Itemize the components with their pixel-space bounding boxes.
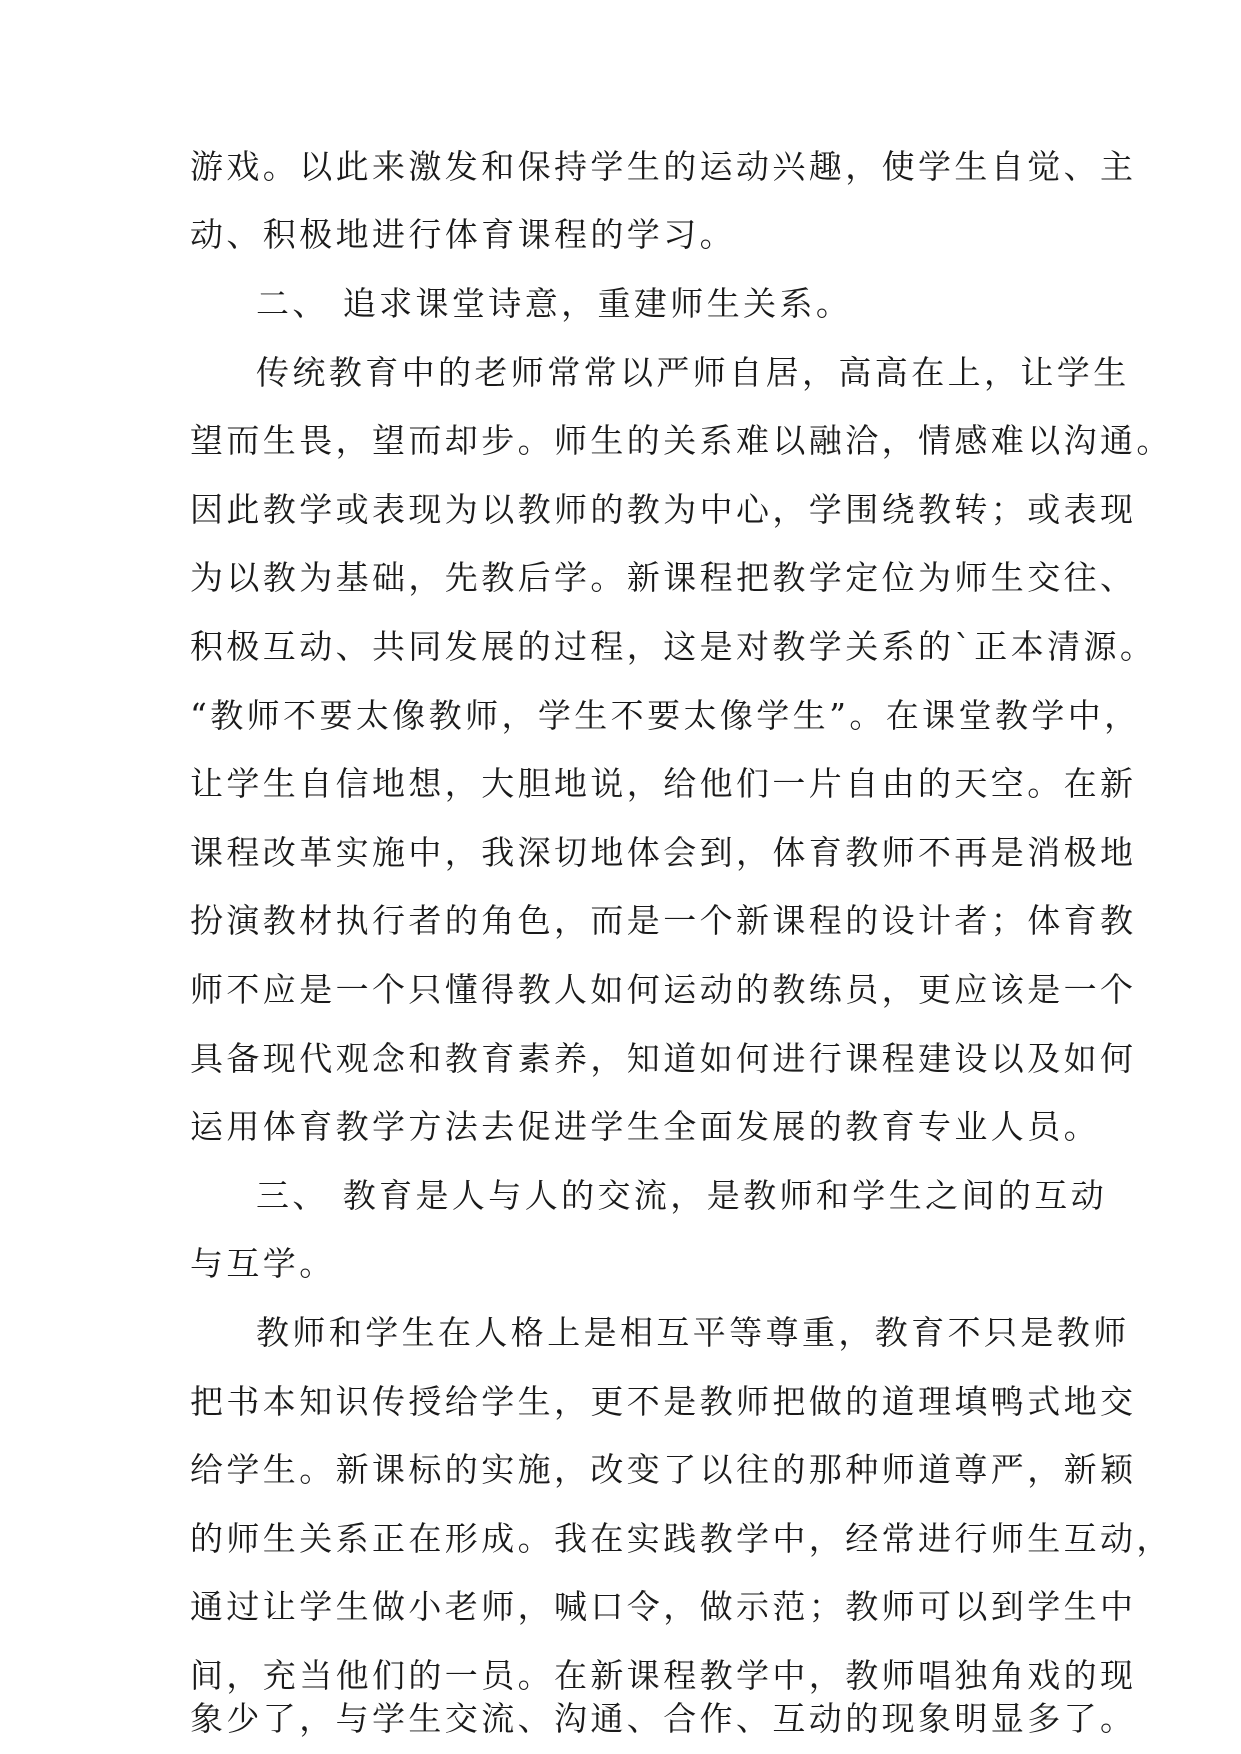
text-line: 动、积极地进行体育课程的学习。 (190, 215, 736, 254)
text-line: 给学生。新课标的实施，改变了以往的那种师道尊严，新颖 (190, 1450, 1137, 1489)
text-line: “教师不要太像教师，学生不要太像学生”。在课堂教学中， (190, 696, 1141, 735)
text-line: 望而生畏，望而却步。师生的关系难以融洽，情感难以沟通。 (190, 421, 1173, 460)
text-line: 为以教为基础，先教后学。新课程把教学定位为师生交往、 (190, 558, 1137, 597)
text-line: 师不应是一个只懂得教人如何运动的教练员，更应该是一个 (190, 970, 1137, 1009)
text-line: 教师和学生在人格上是相互平等尊重，教育不只是教师 (256, 1313, 1130, 1352)
text-line: 游戏。以此来激发和保持学生的运动兴趣，使学生自觉、主 (190, 147, 1137, 186)
text-line: 象少了，与学生交流、沟通、合作、互动的现象明显多了。 (190, 1699, 1137, 1738)
section-heading-3-cont: 与互学。 (190, 1244, 336, 1283)
text-line: 把书本知识传授给学生，更不是教师把做的道理填鸭式地交 (190, 1382, 1137, 1421)
text-line: 的师生关系正在形成。我在实践教学中，经常进行师生互动， (190, 1519, 1173, 1558)
section-heading-3: 三、 教育是人与人的交流，是教师和学生之间的互动 (256, 1176, 1108, 1215)
text-line: 课程改革实施中，我深切地体会到，体育教师不再是消极地 (190, 833, 1137, 872)
text-line: 传统教育中的老师常常以严师自居，高高在上，让学生 (256, 353, 1130, 392)
text-line: 通过让学生做小老师，喊口令，做示范；教师可以到学生中 (190, 1587, 1137, 1626)
text-line: 扮演教材执行者的角色，而是一个新课程的设计者；体育教 (190, 901, 1137, 940)
text-line: 让学生自信地想，大胆地说，给他们一片自由的天空。在新 (190, 764, 1137, 803)
text-line: 间，充当他们的一员。在新课程教学中，教师唱独角戏的现 (190, 1656, 1137, 1695)
text-line: 具备现代观念和教育素养，知道如何进行课程建设以及如何 (190, 1039, 1137, 1078)
text-line: 因此教学或表现为以教师的教为中心，学围绕教转；或表现 (190, 490, 1137, 529)
text-line: 运用体育教学方法去促进学生全面发展的教育专业人员。 (190, 1107, 1100, 1146)
text-line: 积极互动、共同发展的过程，这是对教学关系的`正本清源。 (190, 627, 1157, 666)
section-heading-2: 二、 追求课堂诗意，重建师生关系。 (256, 284, 853, 323)
